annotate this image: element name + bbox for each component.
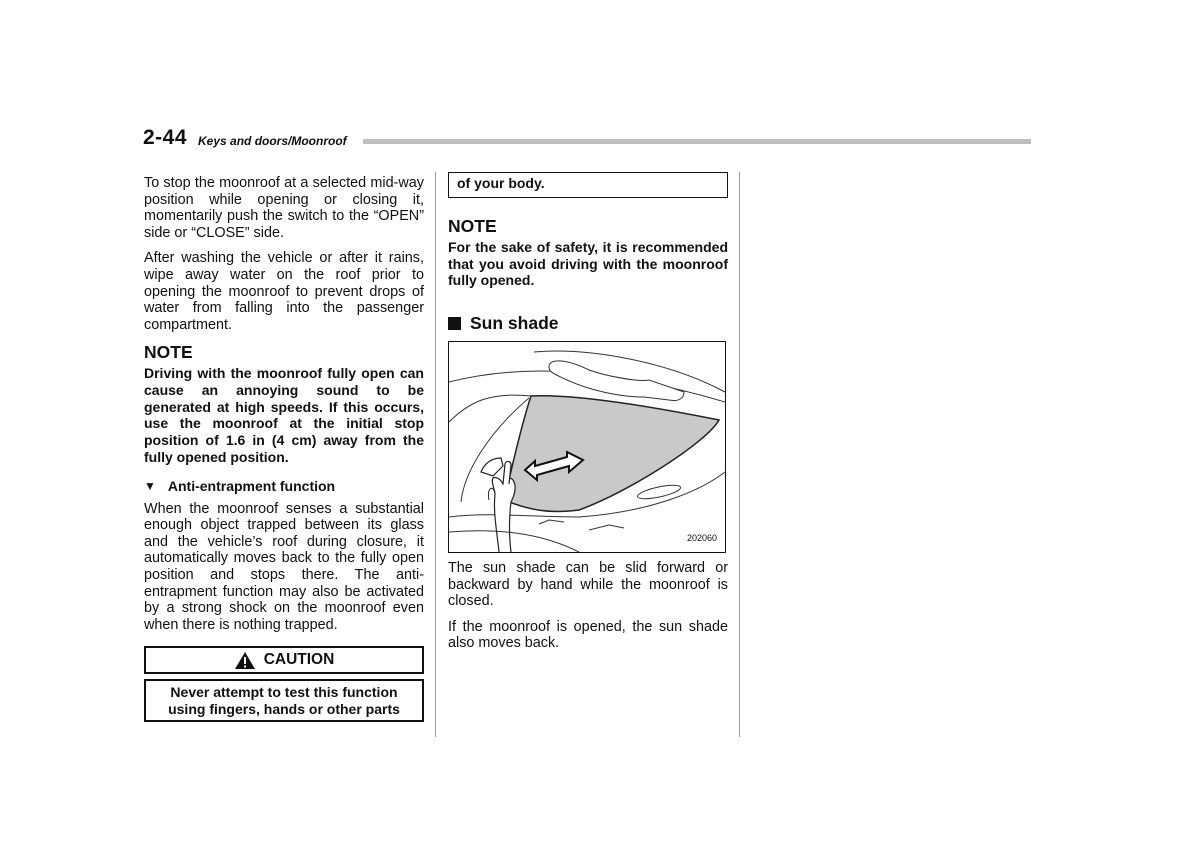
header-rule (363, 139, 1031, 144)
warning-triangle-icon (234, 651, 256, 670)
paragraph-stop-midway: To stop the moonroof at a selected mid-way position while opening or closing it, momentarily push the switch to the “OPEN” side or “CLOSE” side. (144, 175, 424, 241)
caution-body: Never attempt to test this function using fingers, hands or other parts (144, 679, 424, 722)
triangle-bullet-icon: ▼ (144, 478, 156, 493)
caution-label: CAUTION (263, 651, 335, 669)
figure-code: 202060 (686, 533, 717, 544)
page-header (143, 126, 1031, 150)
anti-entrapment-heading (144, 478, 424, 495)
note-body: Driving with the moonroof fully open can cause an annoying sound to be generated at high speeds. If this occurs, use the moonroof at the initial stop position of 1.6 in (4 cm) away from the fully opened position. (144, 365, 424, 465)
square-bullet-icon (448, 317, 461, 330)
note-heading-2: NOTE (448, 216, 497, 236)
sun-shade-label: Sun shade (470, 313, 559, 334)
paragraph-anti-entrapment: When the moonroof senses a substantial enough object trapped between its glass and the vehicle’s roof during closure, it automatically moves back to the fully open position and stops there. The anti-entrapment function may also be activated by a strong shock on the moonroof even when there is nothing trapped. (144, 500, 424, 633)
caution-header (144, 646, 424, 674)
sun-shade-heading (448, 313, 728, 334)
section-title: Keys and doors/Moonroof (198, 134, 347, 148)
sun-shade-figure (448, 341, 726, 553)
note-heading: NOTE (144, 342, 193, 363)
column-divider (435, 172, 436, 737)
paragraph-sun-shade-open: If the moonroof is opened, the sun shade also moves back. (448, 618, 728, 652)
paragraph-after-washing: After washing the vehicle or after it rains, wipe away water on the roof prior to opening the moonroof to prevent drops of water from falling into the passenger compartment. (144, 250, 424, 333)
left-column (144, 175, 424, 722)
right-column (448, 175, 728, 661)
anti-entrapment-label: Anti-entrapment function (167, 477, 336, 494)
sun-shade-illustration (449, 342, 725, 552)
note-body-2: For the sake of safety, it is recommended that you avoid driving with the moonroof fully opened. (448, 239, 728, 289)
column-divider-2 (739, 172, 740, 737)
caution-continued: of your body. (448, 172, 728, 198)
page-number: 2-44 (143, 126, 188, 149)
paragraph-sun-shade: The sun shade can be slid forward or backward by hand while the moonroof is closed. (448, 560, 728, 610)
